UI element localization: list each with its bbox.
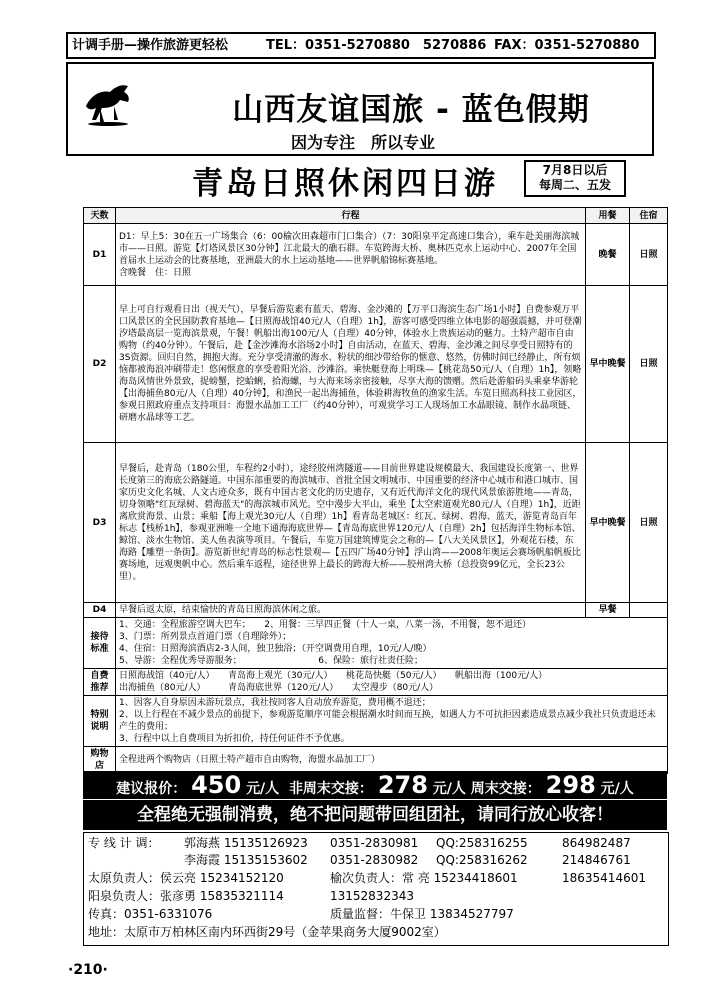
tour-title: 青岛日照休闲四日游 — [192, 166, 498, 202]
shopping-label: 购物店 — [84, 747, 116, 774]
contact-tel: 0351-2830982 — [330, 853, 419, 867]
agency-slogan: 因为专注 所以专业 — [290, 133, 435, 152]
optional-activities-line: 出海捕鱼（80元/人） 青岛海底世界（120元/人） 太空漫步（80元/人） — [119, 683, 439, 693]
day-itinerary: 早上可自行观看日出（视天气），早餐后游览素有蓝天、碧海、金沙滩的【万平口海滨生态广场1小时】自费参观万平口风景区的全民国防教育基地—【日照海战馆40元/人（自理）1h】，游客可感受四维立体电影的超强震撼，并可登潮汐塔最高层一览海滨景观，午餐！帆船出海100元/人（自理）40分钟，体验水上贵族运动的魅力。土特产超市自由购物（约40分钟）。午餐后，赴【金沙滩海水浴场2小时】自由活动，在蓝天、碧海、金沙滩之间尽享受日照特有的3S资源。回归自然，拥抱大海。充分享受清澈的海水、粉状的细沙带给你的惬意、悠然，仿佛时间已经静止，所有烦恼都被海浪冲刷带走！悠闲惬意的享受着阳光浴、沙滩浴。乘快艇登海上明珠—【桃花岛50元/人（自理）1h】，领略海岛风情世外景致，捉螃蟹，挖蛤蜊，拾海螺，与大海来场亲密接触，尽享大海的馈赠。然后赴游船码头乘豪华游轮【出海捕鱼80元/人（自理）40分钟】，和渔民一起出海捕鱼，体验耕海牧鱼的渔家生活。车览日照高科技工业园区，参观日照政府重点支持项目：海盟水晶加工工厂（约40分钟），可观赏学习工人现场加工水晶眼镜、制作水晶项链、研磨水晶球等工艺。 — [116, 286, 586, 443]
contact-label: 专 线 计 调： — [88, 836, 160, 850]
price-weekend-label: 周末交接： — [470, 781, 541, 797]
price-unit: 元/人 — [600, 781, 634, 797]
contact-qq2: 214846761 — [562, 853, 631, 867]
service-standard-line: 4、住宿：日照海滨酒店2-3人间，独卫独浴；（开空调费用自理，10元/人/晚） — [119, 644, 432, 654]
contact-qq: QQ:258316262 — [436, 853, 528, 867]
handbook-text: 计调手册—操作旅游更轻松 — [72, 38, 229, 53]
departure-date-line1: 7月8日以后 — [542, 163, 608, 177]
no-forced-shopping-notice: 全程绝无强制消费，绝不把问题带回组团社，请同行放心收客！ — [83, 800, 667, 830]
price-bar — [83, 771, 667, 799]
table-row — [84, 286, 668, 443]
special-notes-line: 2、以上行程在不减少景点的前提下，参观游览顺序可能会根据潮水时间而互换，如遇人力不可抗拒因素造成景点减少我社只负责退还未产生的费用； — [119, 710, 656, 732]
service-standard-text — [116, 618, 668, 669]
office-address: 地址：太原市万柏林区南内环西街29号（金苹果商务大厦9002室） — [88, 925, 446, 939]
header-bar — [66, 32, 656, 59]
header-itinerary: 行程 — [116, 208, 586, 224]
fax-number: 传真：0351-6331076 — [88, 907, 213, 921]
table-header-row — [84, 208, 668, 224]
taiyuan-manager: 太原负责人：侯云亮 15234152120 — [88, 871, 284, 885]
optional-activities-label: 自费推荐 — [84, 669, 116, 696]
day-label: D3 — [84, 443, 116, 603]
optional-activities-line: 日照海战馆（40元/人） 青岛海上观光（30元/人） 桃花岛快艇（50元/人） 帆船出海（100元/人） — [119, 671, 548, 681]
itinerary-table — [83, 207, 668, 774]
yuci-manager: 榆次负责人：常 亮 15234418601 — [330, 871, 518, 885]
contact-qq: QQ:258316255 — [436, 836, 528, 850]
service-standard-line: 1、交通：全程旅游空调大巴车； 2、用餐：三早四正餐（十人一桌，八菜一汤，不用餐，恕不退还） — [119, 620, 531, 630]
day-itinerary: 早餐后，赴青岛（180公里，车程约2小时），途经胶州湾隧道——目前世界建设规模最大、我国建设长度第一、世界长度第三的海底公路隧道。中国东部重要的海滨城市、首批全国文明城市、中国重要的经济中心城市和港口城市、国家历史文化名城、人文古迹众多，既有中国古老文化的历史遗存，又有近代海洋文化的现代风景旅游胜地——青岛，切身领略"红瓦绿树、碧海蓝天"的海滨城市风光。空中漫步大平山，乘坐【太空索道观光80元/人（自理）1h】，近距离欣赏海景、山景；乘船【海上观光30元/人（自理）1h】看青岛老城区：红瓦、绿树、碧海、蓝天，游览青岛百年标志【栈桥1h】，参观亚洲唯一全地下通海海底世界—【青岛海底世界120元/人（自理）2h】包括海洋生物标本馆、鲸馆、淡水生物馆、美人鱼表演等项目。午餐后，车览万国建筑博览会之称的—【八大关风景区】，外观花石楼，东海路【雕塑一条街】。游览新世纪青岛的标志性景观—【五四广场40分钟】浮山湾——2008年奥运会赛场帆船帆板比赛场地，远观奥帆中心。然后乘车返程，途径世界上最长的跨海大桥——胶州湾大桥（总投资99亿元，全长23公里）。 — [116, 443, 586, 603]
day-meals: 早中晚餐 — [586, 286, 630, 443]
header-days: 天数 — [84, 208, 116, 224]
day-itinerary: D1：早上5：30在五一广场集合（6：00榆次田森超市门口集合）（7：30阳泉平定高速口集合），乘车赴美丽海滨城市——日照。游览【灯塔风景区30分钟】江北最大的礁石群。车览跨海大桥、奥林匹克水上运动中心、2007年全国首届水上运动会的比赛基地，亚洲最大的水上运动基地——世界帆船锦标赛基地。 含晚餐 住：日照 — [116, 224, 586, 286]
optional-activities-row — [84, 669, 668, 696]
price-weekday-label: 非周末交接： — [288, 781, 373, 797]
special-notes-label: 特别说明 — [84, 696, 116, 747]
day-meals: 早中晚餐 — [586, 443, 630, 603]
contact-name-phone: 李海霞 15135153602 — [184, 853, 308, 867]
contact-tel: 0351-2830981 — [330, 836, 419, 850]
header-lodging: 住宿 — [630, 208, 668, 224]
special-notes-line: 1、因客人自身原因未游玩景点，我社按同客人自动放弃游览，费用概不退还； — [119, 698, 431, 708]
departure-date-box — [524, 160, 626, 197]
day-label: D4 — [84, 603, 116, 618]
agency-banner — [66, 62, 654, 156]
service-standard-line: 5、导游：全程优秀导游服务； 6、保险：旅行社责任险； — [119, 656, 423, 666]
day-lodging: 日照 — [630, 443, 668, 603]
special-notes-text — [116, 696, 668, 747]
yangquan-manager: 阳泉负责人：张彦勇 15835321114 — [88, 889, 284, 903]
day-itinerary: 早餐后返太原，结束愉快的青岛日照海滨休闲之旅。 — [116, 603, 586, 618]
price-unit: 元/人 — [246, 781, 280, 797]
day-label: D2 — [84, 286, 116, 443]
contact-qq2: 864982487 — [562, 836, 631, 850]
price-base: 450 — [191, 771, 242, 799]
shopping-row — [84, 747, 668, 774]
table-row — [84, 224, 668, 286]
header-tel: TEL：0351-5270880 5270886 — [266, 38, 487, 53]
header-meals: 用餐 — [586, 208, 630, 224]
service-standard-label: 接待标准 — [84, 618, 116, 669]
departure-date-line2: 每周二、五发 — [538, 178, 611, 192]
horse-logo-icon — [80, 76, 136, 128]
service-standard-line: 3、门票：所列景点首道门票（自理除外）； — [119, 632, 292, 642]
contacts-block — [83, 832, 669, 946]
yangquan-manager-mobile: 13152832343 — [330, 889, 414, 903]
agency-name: 山西友谊国旅 - 蓝色假期 — [232, 92, 590, 128]
day-lodging: 日照 — [630, 224, 668, 286]
day-lodging: 日照 — [630, 286, 668, 443]
day-meals: 晚餐 — [586, 224, 630, 286]
page-number: ·210· — [68, 962, 108, 978]
optional-activities-text — [116, 669, 668, 696]
price-label: 建议报价： — [116, 781, 187, 797]
contact-name-phone: 郭海燕 15135126923 — [184, 836, 308, 850]
day-label: D1 — [84, 224, 116, 286]
price-weekday: 278 — [377, 771, 428, 799]
table-row — [84, 443, 668, 603]
table-row — [84, 603, 668, 618]
quality-supervisor: 质量监督：牛保卫 13834527797 — [330, 907, 514, 921]
price-weekend: 298 — [545, 771, 596, 799]
day-meals: 早餐 — [586, 603, 630, 618]
service-standard-row — [84, 618, 668, 669]
special-notes-row — [84, 696, 668, 747]
price-unit: 元/人 — [432, 781, 466, 797]
yuci-manager-mobile: 18635414601 — [562, 871, 646, 885]
special-notes-line: 3、行程中以上自费项目为折扣价，持任何证件不予优惠。 — [119, 734, 350, 744]
shopping-text: 全程进两个购物店（日照土特产超市自由购物，海盟水晶加工厂） — [116, 747, 668, 774]
day-lodging — [630, 603, 668, 618]
header-fax: FAX：0351-5270880 — [494, 38, 640, 53]
